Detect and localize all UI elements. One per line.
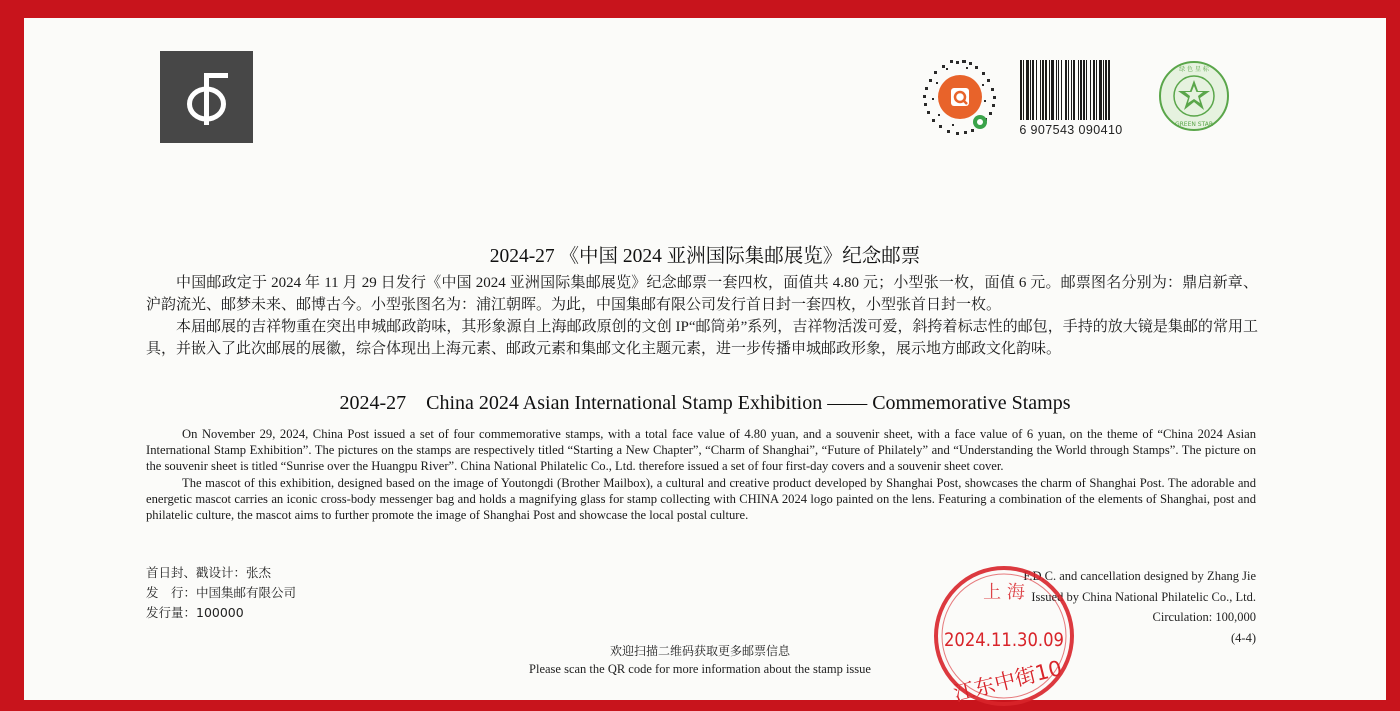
green-star-top-text: 绿 色 星 标 [1179,66,1209,73]
philatelic-logo [160,51,253,143]
circulation-en: Circulation: 100,000 [1152,610,1256,624]
barcode-bar [1042,60,1044,120]
barcode-bar [1093,60,1095,120]
postmark-office: 江东中街10 [951,655,1065,707]
barcode-bar [1096,60,1097,120]
postmark-stamp [920,558,1090,708]
barcode-bar [1078,60,1079,120]
credits-chinese [146,563,296,623]
title-english: 2024-27 China 2024 Asian International Stamp Exhibition —— Commemorative Stamps [339,392,1071,414]
designer-credit-cn: 首日封、戳设计：张杰 [146,565,272,580]
designer-credit-en: F.D.C. and cancellation designed by Zhang Jie [1023,569,1256,583]
barcode-bar [1071,60,1072,120]
barcode-bar [1045,60,1047,120]
barcode-bar [1051,60,1054,120]
barcode-bar [1099,60,1102,120]
description-chinese-paragraph: 中国邮政定于 2024 年 11 月 29 日发行《中国 2024 亚洲国际集邮展览》纪念邮票一套四枚，面值共 4.80 元；小型张一枚，面值 6 元。邮票图名分别为：鼎启新章、沪韵流光、邮梦未来、邮博古今。小型张图名为：浦江朝晖。为此，中国集邮有限公司发行首日封一套四枚，小型张首日封一枚。 [146,275,1258,313]
cover-number: (4-4) [1231,630,1256,645]
qr-code-icon [920,58,1000,138]
barcode-bar [1103,60,1104,120]
barcode-bars [1016,60,1126,122]
description-english-paragraph: On November 29, 2024, China Post issued a set of four commemorative stamps, with a total face value of 4.80 yuan, and a souvenir sheet, with a face value of 6 yuan, on the theme of “China 2024 Asian International Stamp Exhibition”. The pictures on the stamps are respectively titled “Starting a New Chapter”, “Charm of Shanghai”, “Future of Philately” and “Understanding the World through Stamps”. The picture on the souvenir sheet is titled “Sunrise over the Huangpu River”. China National Philatelic Co., Ltd. therefore issued a set of four first-day covers and a souvenir sheet cover. [146,427,1256,474]
barcode-bar [1036,60,1037,120]
barcode-bar [1061,60,1062,120]
issuer-credit-cn: 发 行：中国集邮有限公司 [146,585,297,600]
barcode-bar [1105,60,1107,120]
barcode-bar [1090,60,1091,120]
green-star-bottom-text: GREEN STAR [1174,121,1214,128]
barcode-number: 6 907543 090410 [1019,123,1123,137]
postmark-city: 上 海 [983,582,1025,603]
description-english [146,426,1256,523]
envelope-back [24,18,1386,707]
logo-mark-icon [160,51,253,143]
barcode-bar [1023,60,1024,120]
barcode-bar [1083,60,1085,120]
barcode-bar [1032,60,1034,120]
barcode [1016,60,1126,140]
green-star-emblem [1158,60,1230,132]
barcode-bar [1026,60,1029,120]
barcode-bar [1058,60,1059,120]
barcode-bar [1040,60,1041,120]
barcode-bar [1056,60,1057,120]
barcode-bar [1030,60,1031,120]
barcode-bar [1049,60,1050,120]
scan-prompt-chinese: 欢迎扫描二维码获取更多邮票信息 [609,644,790,658]
barcode-bar [1068,60,1069,120]
title-chinese: 2024-27 《中国 2024 亚洲国际集邮展览》纪念邮票 [489,246,921,267]
barcode-bar [1020,60,1022,120]
description-chinese-paragraph: 本届邮展的吉祥物重在突出申城邮政韵味，其形象源自上海邮政原创的文创 IP“邮筒弟”系列，吉祥物活泼可爱，斜挎着标志性的邮包，手持的放大镜是集邮的常用工具，并嵌入了此次邮展的展徽，综合体现出上海元素、邮政元素和集邮文化主题元素，进一步传播申城邮政形象，展示地方邮政文化韵味。 [146,319,1258,357]
barcode-bar [1065,60,1067,120]
barcode-bar [1108,60,1110,120]
postmark-date: 2024.11.30.09 [944,629,1064,651]
description-chinese [146,272,1258,360]
description-english-paragraph: The mascot of this exhibition, designed based on the image of Youtongdi (Brother Mailbox), a cultural and creative product developed by Shanghai Post, showcases the charm of Shanghai Post. The adorable and energetic mascot carries an iconic cross-body messenger bag and holds a magnifying glass for stamp collecting with CHINA 2024 logo painted on the lens. Featuring a combination of the elements of Shanghai, post and philatelic culture, the mascot aims to further promote the image of Shanghai Post and showcase the local postal culture. [146,475,1256,523]
green-star-icon [1158,60,1230,132]
barcode-bar [1086,60,1087,120]
qr-code[interactable] [920,58,1000,138]
issuer-credit-en: Issued by China National Philatelic Co., Ltd. [1031,589,1256,604]
barcode-bar [1073,60,1075,120]
scan-prompt-english: Please scan the QR code for more information about the stamp issue [529,662,871,676]
barcode-bar [1080,60,1082,120]
circulation-cn: 发行量：100000 [146,605,244,620]
